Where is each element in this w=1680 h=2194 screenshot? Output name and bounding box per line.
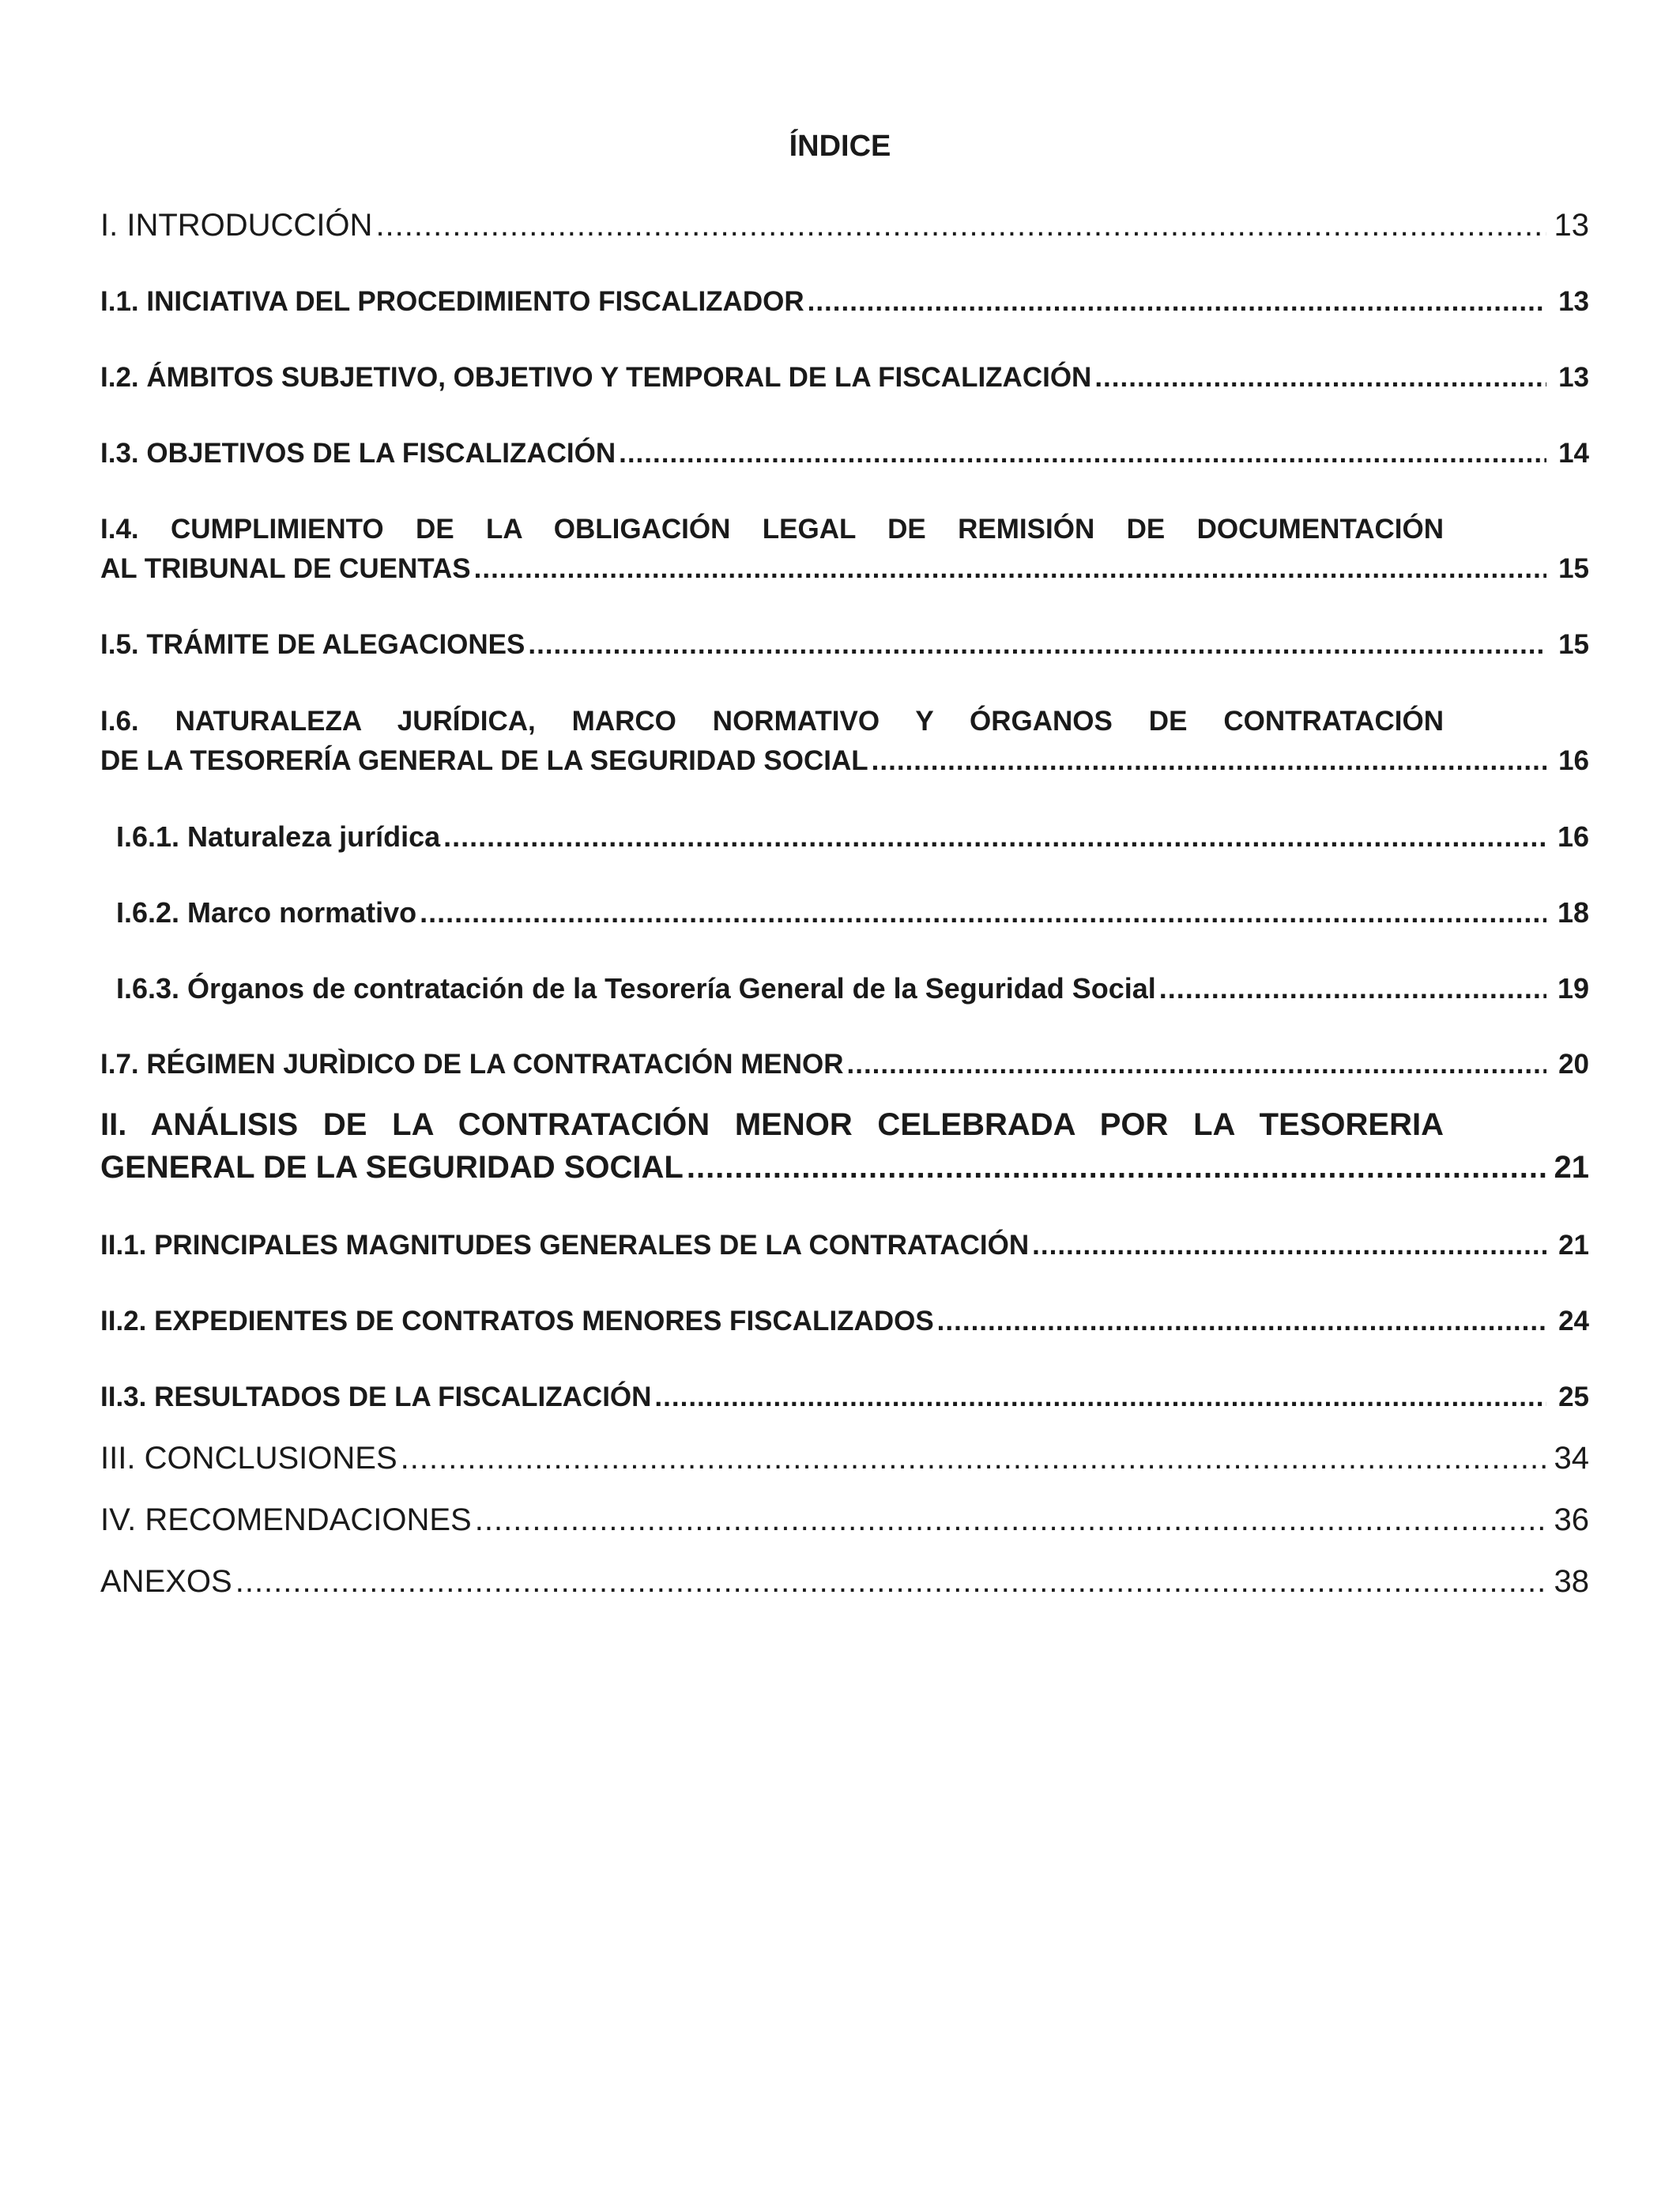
toc-entry-label: IV. RECOMENDACIONES [100,1502,472,1537]
dot-leader [808,282,1546,322]
toc-entry-anexos[interactable] [100,1560,1589,1603]
page-title: ÍNDICE [789,130,891,163]
toc-page-number: 13 [1558,362,1589,393]
toc-entry-label: I.2. ÁMBITOS SUBJETIVO, OBJETIVO Y TEMPORAL DE LA FISCALIZACIÓN [100,362,1092,393]
toc-page-number: 13 [1554,208,1589,243]
toc-entry-label: II.2. EXPEDIENTES DE CONTRATOS MENORES FISCALIZADOS [100,1306,934,1336]
toc-page-number: 16 [1558,745,1589,776]
dot-leader [847,1045,1547,1084]
dot-leader [1159,969,1546,1008]
toc-page-number: 18 [1557,896,1589,929]
toc-page-number: 20 [1558,1049,1589,1080]
toc-entry-label: I. INTRODUCCIÓN [100,208,373,243]
toc-entry-label: I.6.1. Naturaleza jurídica [116,820,441,853]
toc-entry-2-3[interactable] [100,1378,1589,1417]
toc-page-number: 36 [1554,1502,1589,1537]
toc-entry-1-7[interactable] [100,1045,1589,1084]
toc-entry-label: DE LA TESORERÍA GENERAL DE LA SEGURIDAD SOCIAL [100,745,868,776]
toc-entry-label: I.5. TRÁMITE DE ALEGACIONES [100,629,525,660]
toc-entry-label: I.3. OBJETIVOS DE LA FISCALIZACIÓN [100,438,616,469]
toc-entry-2-1[interactable] [100,1226,1589,1265]
toc-page-number: 13 [1558,286,1589,317]
toc-page-number: 14 [1558,438,1589,469]
toc-entry-label-line1: I.4. CUMPLIMIENTO DE LA OBLIGACIÓN LEGAL DE REMISIÓN DE DOCUMENTACIÓN [100,514,1444,545]
toc-page-number: 25 [1558,1382,1589,1412]
toc-entry-label: I.7. RÉGIMEN JURÌDICO DE LA CONTRATACIÓN MENOR [100,1049,844,1080]
dot-leader [1094,358,1546,398]
toc-entry-label: ANEXOS [100,1564,232,1599]
dot-leader [475,1498,1546,1541]
dot-leader [443,817,1546,857]
dot-leader [687,1146,1546,1189]
toc-page-number: 24 [1558,1306,1589,1336]
toc-entry-label-line1: II. ANÁLISIS DE LA CONTRATACIÓN MENOR CELEBRADA POR LA TESORERIA [100,1107,1444,1142]
toc-entry-1-1[interactable] [100,282,1589,322]
dot-leader [235,1560,1546,1603]
toc-entry-analisis[interactable] [100,1103,1589,1189]
toc-page-number: 34 [1554,1441,1589,1476]
toc-entry-label-line1: I.6. NATURALEZA JURÍDICA, MARCO NORMATIVO Y ÓRGANOS DE CONTRATACIÓN [100,706,1444,737]
toc-entry-conclusiones[interactable] [100,1437,1589,1480]
toc-page-number: 19 [1557,972,1589,1005]
dot-leader [1032,1226,1546,1265]
toc-entry-label: I.1. INICIATIVA DEL PROCEDIMIENTO FISCALIZADOR [100,286,804,317]
toc-entry-1-6-3[interactable] [116,969,1589,1008]
toc-entry-1-4[interactable] [100,510,1589,589]
toc-entry-recomendaciones[interactable] [100,1498,1589,1541]
toc-entry-1-6[interactable] [100,702,1589,781]
toc-entry-1-5[interactable] [100,625,1589,665]
toc-entry-introduccion[interactable] [100,204,1589,247]
dot-leader [872,741,1546,781]
toc-entry-label: III. CONCLUSIONES [100,1441,397,1476]
toc-page-number: 16 [1557,820,1589,853]
toc-entry-1-6-2[interactable] [116,893,1589,933]
toc-page-number: 15 [1558,553,1589,584]
toc-entry-1-3[interactable] [100,434,1589,473]
dot-leader [401,1437,1546,1480]
dot-leader [528,625,1546,665]
dot-leader [420,893,1546,933]
toc-page-number: 15 [1558,629,1589,660]
dot-leader [375,204,1546,247]
toc-entry-label: I.6.2. Marco normativo [116,896,417,929]
dot-leader [654,1378,1546,1417]
toc-entry-1-6-1[interactable] [116,817,1589,857]
dot-leader [937,1302,1546,1341]
toc-entry-2-2[interactable] [100,1302,1589,1341]
toc-entry-label: I.6.3. Órganos de contratación de la Tesorería General de la Seguridad Social [116,972,1156,1005]
dot-leader [619,434,1546,473]
toc-page-number: 21 [1558,1230,1589,1261]
toc-entry-label: II.3. RESULTADOS DE LA FISCALIZACIÓN [100,1382,652,1412]
toc-page-number: 38 [1554,1564,1589,1599]
toc-entry-label: GENERAL DE LA SEGURIDAD SOCIAL [100,1150,684,1185]
dot-leader [474,549,1546,589]
toc-entry-label: II.1. PRINCIPALES MAGNITUDES GENERALES DE LA CONTRATACIÓN [100,1230,1030,1261]
toc-page-number: 21 [1554,1150,1589,1185]
toc-entry-label: AL TRIBUNAL DE CUENTAS [100,553,471,584]
toc-entry-1-2[interactable] [100,358,1589,398]
